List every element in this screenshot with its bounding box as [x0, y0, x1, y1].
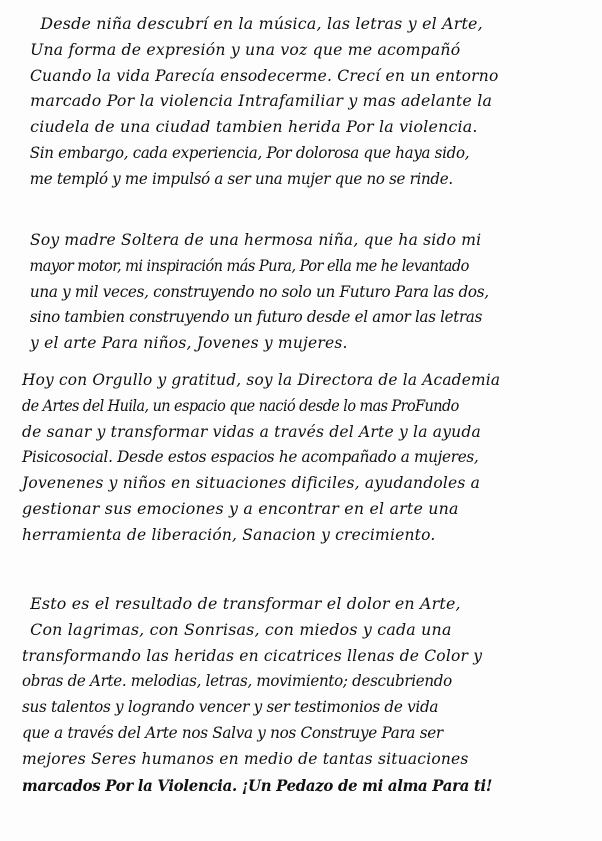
text-line: que a través del Arte nos Salva y nos Construye Para ser [22, 723, 443, 742]
text-line: de sanar y transformar vidas a través del Arte y la ayuda [22, 422, 481, 441]
text-line: marcado Por la violencia Intrafamiliar y mas adelante la [30, 92, 493, 111]
text-line: me templó y me impulsó a ser una mujer que no se rinde. [29, 169, 453, 188]
text-line: ciudela de una ciudad tambien herida Por la violencia. [30, 118, 478, 137]
text-line: y el arte Para niños, Jovenes y mujeres. [30, 334, 348, 353]
text-line: Jovenenes y niños en situaciones dificiles, ayudandoles a [22, 474, 481, 493]
text-line: sino tambien construyendo un futuro desde el amor las letras [29, 308, 482, 327]
text-line: de Artes del Huila, un espacio que nació desde lo mas ProFundo [22, 396, 459, 415]
text-line: Soy madre Soltera de una hermosa niña, que ha sido mi [30, 231, 482, 249]
text-line: gestionar sus emociones y a encontrar en el arte una [22, 499, 459, 518]
text-line: Sin embargo, cada experiencia, Por dolorosa que haya sido, [29, 143, 470, 162]
text-line: obras de Arte. melodias, letras, movimiento; descubriendo [22, 672, 452, 691]
paragraph-motherhood [22, 228, 588, 357]
text-line: sus talentos y logrando vencer y ser testimonios de vida [22, 698, 439, 717]
text-line: Pisicosocial. Desde estos espacios he acompañado a mujeres, [22, 448, 479, 467]
text-line: transformando las heridas en cicatrices llenas de Color y [22, 646, 483, 665]
text-line: mayor motor, mi inspiración más Pura, Por ella me he levantado [29, 256, 469, 275]
text-line: herramienta de liberación, Sanacion y crecimiento. [22, 525, 436, 544]
text-line: Cuando la vida Parecía ensodecerme. Crecí en un entorno [30, 66, 499, 85]
text-line: Una forma de expresión y una voz que me acompañó [30, 40, 461, 59]
paragraph-transformation [22, 592, 588, 798]
text-line: Con lagrimas, con Sonrisas, con miedos y cada una [30, 620, 452, 639]
text-line: Desde niña descubrí en la música, las letras y el Arte, [40, 15, 483, 33]
text-line: Hoy con Orgullo y gratitud, soy la Directora de la Academia [22, 371, 501, 389]
text-line-closing: marcados Por la Violencia. ¡Un Pedazo de mi alma Para ti! [22, 775, 493, 795]
text-line: una y mil veces, construyendo no solo un Futuro Para las dos, [29, 282, 489, 301]
text-line: mejores Seres humanos en medio de tantas situaciones [22, 749, 469, 768]
paragraph-childhood [22, 12, 588, 193]
text-line: Esto es el resultado de transformar el dolor en Arte, [30, 595, 461, 613]
paragraph-academy [22, 368, 588, 549]
